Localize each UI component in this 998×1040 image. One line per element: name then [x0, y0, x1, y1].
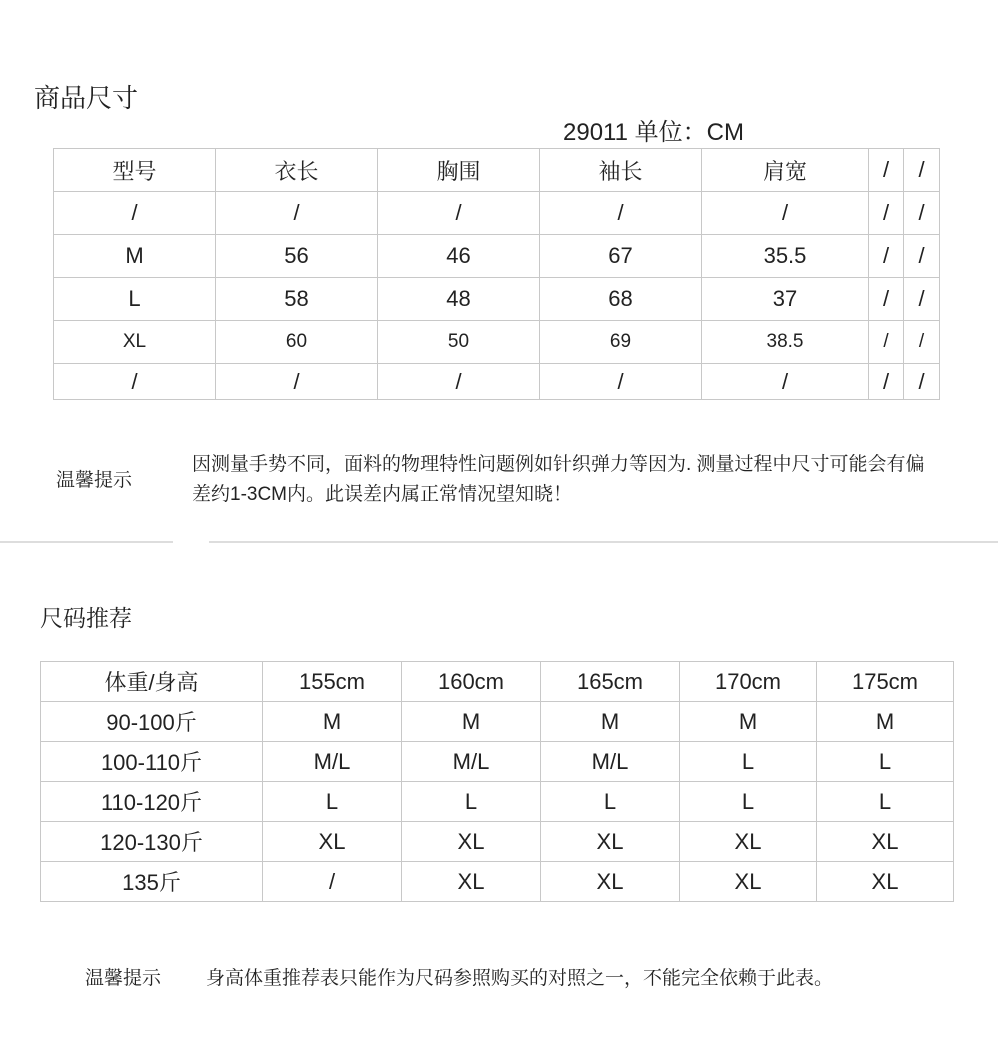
header-cell: 165cm [541, 662, 680, 702]
table-cell: 38.5 [702, 321, 869, 364]
header-cell: 肩宽 [702, 149, 869, 192]
header-cell: 155cm [263, 662, 402, 702]
table-cell: XL [402, 822, 541, 862]
header-row [41, 662, 954, 702]
table-cell: 90-100斤 [41, 702, 263, 742]
table-cell: M/L [263, 742, 402, 782]
table-cell: 67 [540, 235, 702, 278]
table-cell: 50 [378, 321, 540, 364]
table-row [41, 742, 954, 782]
table-cell: XL [817, 862, 954, 902]
table-cell: L [263, 782, 402, 822]
table-cell: / [904, 192, 940, 235]
table-cell: 60 [216, 321, 378, 364]
measurement-note: 因测量手势不同，面料的物理特性问题例如针织弹力等因为. 测量过程中尺寸可能会有偏差约1-3CM内。此误差内属正常情况望知晓！ [192, 454, 925, 505]
table-row [54, 321, 940, 364]
table-row [41, 822, 954, 862]
table-cell: M/L [541, 742, 680, 782]
table-cell: 69 [540, 321, 702, 364]
table-cell: L [817, 742, 954, 782]
header-cell: 型号 [54, 149, 216, 192]
table-cell: 68 [540, 278, 702, 321]
recommend-section-title: 尺码推荐 [40, 605, 132, 631]
table-cell: / [904, 235, 940, 278]
table-cell: L [402, 782, 541, 822]
header-cell: 175cm [817, 662, 954, 702]
tip-label: 温馨提示 [56, 470, 133, 491]
table-row [41, 702, 954, 742]
table-cell: / [378, 364, 540, 400]
table-cell: M/L [402, 742, 541, 782]
table-cell: XL [680, 862, 817, 902]
table-cell: M [54, 235, 216, 278]
header-cell: / [869, 149, 904, 192]
table-cell: L [817, 782, 954, 822]
table-cell: 48 [378, 278, 540, 321]
table-row [41, 782, 954, 822]
table-cell: / [904, 321, 940, 364]
header-cell: 胸围 [378, 149, 540, 192]
table-cell: / [702, 192, 869, 235]
table-row [54, 235, 940, 278]
table-row [54, 364, 940, 400]
table-cell: / [904, 364, 940, 400]
header-cell: / [904, 149, 940, 192]
header-cell: 170cm [680, 662, 817, 702]
header-cell: 体重/身高 [41, 662, 263, 702]
table-cell: 46 [378, 235, 540, 278]
table-cell: XL [263, 822, 402, 862]
table-cell: 37 [702, 278, 869, 321]
table-cell: / [869, 192, 904, 235]
table-cell: 58 [216, 278, 378, 321]
size-section-title: 商品尺寸 [34, 83, 139, 113]
table-cell: L [680, 782, 817, 822]
table-cell: / [216, 364, 378, 400]
table-row [54, 278, 940, 321]
table-cell: M [541, 702, 680, 742]
table-cell: 135斤 [41, 862, 263, 902]
table-cell: 110-120斤 [41, 782, 263, 822]
table-cell: M [680, 702, 817, 742]
size-table [53, 148, 940, 400]
table-cell: / [702, 364, 869, 400]
header-cell: 衣长 [216, 149, 378, 192]
header-row [54, 149, 940, 192]
recommendation-note: 身高体重推荐表只能作为尺码参照购买的对照之一，不能完全依赖于此表。 [206, 968, 834, 989]
table-cell: / [54, 364, 216, 400]
table-cell: 120-130斤 [41, 822, 263, 862]
table-cell: M [817, 702, 954, 742]
table-cell: L [54, 278, 216, 321]
table-cell: / [869, 321, 904, 364]
header-cell: 160cm [402, 662, 541, 702]
header-cell: 袖长 [540, 149, 702, 192]
table-cell: M [402, 702, 541, 742]
table-cell: XL [680, 822, 817, 862]
divider [0, 541, 173, 543]
table-cell: XL [54, 321, 216, 364]
table-cell: / [540, 192, 702, 235]
divider [209, 541, 998, 543]
tip-label: 温馨提示 [85, 968, 162, 989]
table-cell: 56 [216, 235, 378, 278]
table-cell: L [680, 742, 817, 782]
table-cell: M [263, 702, 402, 742]
unit-label: 29011 单位：CM [563, 119, 744, 146]
table-cell: XL [541, 822, 680, 862]
table-cell: / [216, 192, 378, 235]
table-cell: / [263, 862, 402, 902]
table-cell: 100-110斤 [41, 742, 263, 782]
table-cell: XL [541, 862, 680, 902]
table-cell: / [904, 278, 940, 321]
table-cell: / [54, 192, 216, 235]
table-row [41, 862, 954, 902]
table-cell: L [541, 782, 680, 822]
table-cell: / [378, 192, 540, 235]
table-cell: / [869, 364, 904, 400]
table-row [54, 192, 940, 235]
table-cell: / [540, 364, 702, 400]
table-cell: XL [402, 862, 541, 902]
table-cell: / [869, 278, 904, 321]
table-cell: 35.5 [702, 235, 869, 278]
table-cell: / [869, 235, 904, 278]
size-recommendation-table [40, 661, 954, 902]
table-cell: XL [817, 822, 954, 862]
